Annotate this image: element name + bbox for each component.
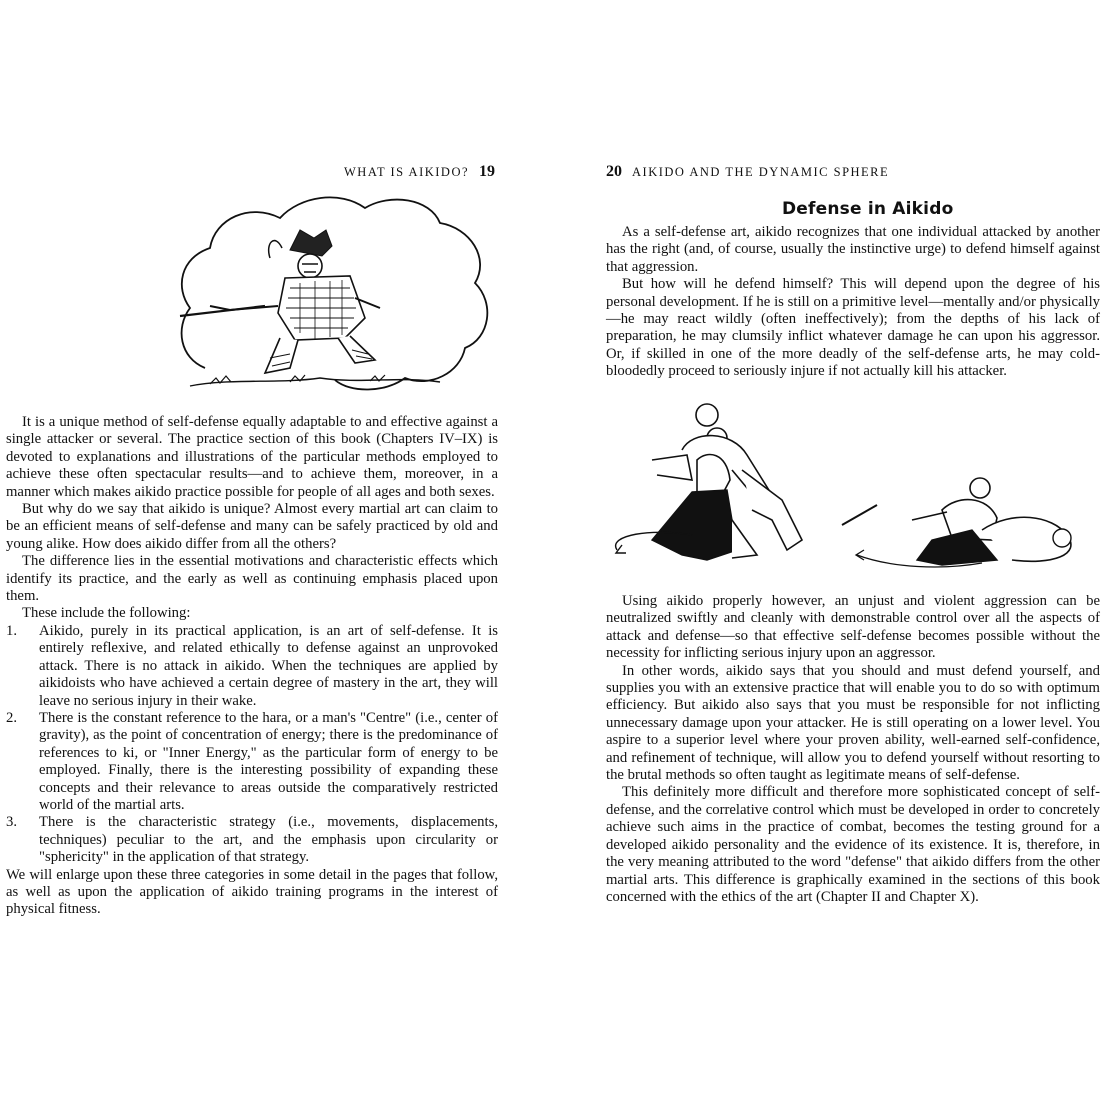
right-page [552, 0, 1105, 1105]
right-paragraph: In other words, aikido says that you should and must defend yourself, and supplies you with an extensive practice that will enable you to do so with optimum efficiency. But aikido also says that you must be responsible for not inflicting unnecessary damage upon your attacker. He is still operating on a lower level. You aspire to a superior level where your proven ability, well-earned self-confidence, and refinement of technique, will allow you to defend yourself without resorting to the brutal methods so often taught as legitimate means of self-defense. [606, 662, 1100, 784]
left-paragraph: But why do we say that aikido is unique? Almost every martial art can claim to be an efficient means of self-defense and many can be safely practiced by old and young alike. How does aikido differ from all the others? [6, 501, 498, 552]
right-paragraph: Using aikido properly however, an unjust and violent aggression can be neutralized swiftly and cleanly with demonstrable control over all the aspects of attack and defense—so that effective self-defense becomes possible without the necessity for inflicting serious injury upon an aggressor. [606, 593, 1100, 662]
left-header-title: WHAT IS AIKIDO? [344, 165, 470, 179]
samurai-illustration [170, 188, 500, 403]
left-paragraph: It is a unique method of self-defense equally adaptable to and effective against a single attacker or several. The practice section of this book (Chapters IV–IX) is devoted to explanations and illustrations of the particular methods employed to achieve these often spectacular results—and to achieve them, moreover, in a manner which makes aikido practice possible for people of all ages and both sexes. [6, 414, 498, 500]
list-item: 1. Aikido, purely in its practical application, is an art of self-defense. It is entirely reflexive, and related ethically to defense against an unprovoked attack. There is no attack in aikido. When the techniques are applied by aikidoists who have achieved a certain degree of mastery in the art, they will leave no serious injury in their wake. [6, 622, 498, 709]
right-header-title: AIKIDO AND THE DYNAMIC SPHERE [632, 165, 890, 179]
right-running-head [606, 163, 889, 181]
right-paragraph: This definitely more difficult and therefore more sophisticated concept of self-defense, and the correlative control which must be developed in order to concretely achieve such aims in the practice of combat, becomes the testing ground for a developed aikido personality and the evidence of its existence. It is, therefore, in the very meaning attributed to the word "defense" that aikido differs from the other martial arts. This difference is graphically examined in the sections of this book concerned with the ethics of the art (Chapter II and Chapter X). [606, 784, 1100, 905]
right-body-text-bottom [606, 593, 1100, 906]
left-paragraph: These include the following: [22, 605, 191, 622]
right-paragraph: As a self-defense art, aikido recognizes that one individual attacked by another has the right (and, of course, usually the instinctive urge) to defend himself against that aggression. [606, 224, 1100, 275]
left-body-text [6, 414, 498, 919]
left-closing-paragraph: We will enlarge upon these three categories in some detail in the pages that follow, as well as upon the application of aikido training programs in the interest of physical fitness. [6, 866, 498, 918]
right-body-text-top [606, 224, 1100, 381]
left-paragraph: The difference lies in the essential motivations and characteristic effects which identify its practice, and the early as well as continuing emphasis placed upon them. [6, 553, 498, 605]
left-page [0, 0, 552, 1105]
right-paragraph: But how will he defend himself? This will depend upon the degree of his personal development. If he is still on a primitive level—mentally and/or physically—he may react wildly (often ineffectively); from the depths of his lack of preparation, he may clumsily inflict whatever damage he can upon his aggressor. Or, if skilled in one of the more deadly of the self-defense arts, he may cold-bloodedly proceed to seriously injure if not actually kill his attacker. [606, 276, 1100, 380]
left-numbered-list [6, 623, 498, 867]
section-heading: Defense in Aikido [782, 199, 954, 219]
left-page-number: 19 [479, 163, 496, 180]
left-running-head [344, 163, 495, 181]
list-item: 3. There is the characteristic strategy (i.e., movements, displacements, techniques) peculiar to the art, and the emphasis upon circularity or "sphericity" in the application of that strategy. [6, 814, 498, 866]
list-item: 2. There is the constant reference to the hara, or a man's "Centre" (i.e., center of gravity), as the point of concentration of energy; there is the predominance of references to ki, or "Inner Energy," as the particular form of energy to be employed. Finally, there is the interesting possibility of expanding these concepts and their relevance to areas outside the comparatively restricted world of the martial arts. [6, 709, 498, 813]
aikido-technique-illustration [612, 400, 1082, 580]
right-page-number: 20 [606, 163, 622, 180]
